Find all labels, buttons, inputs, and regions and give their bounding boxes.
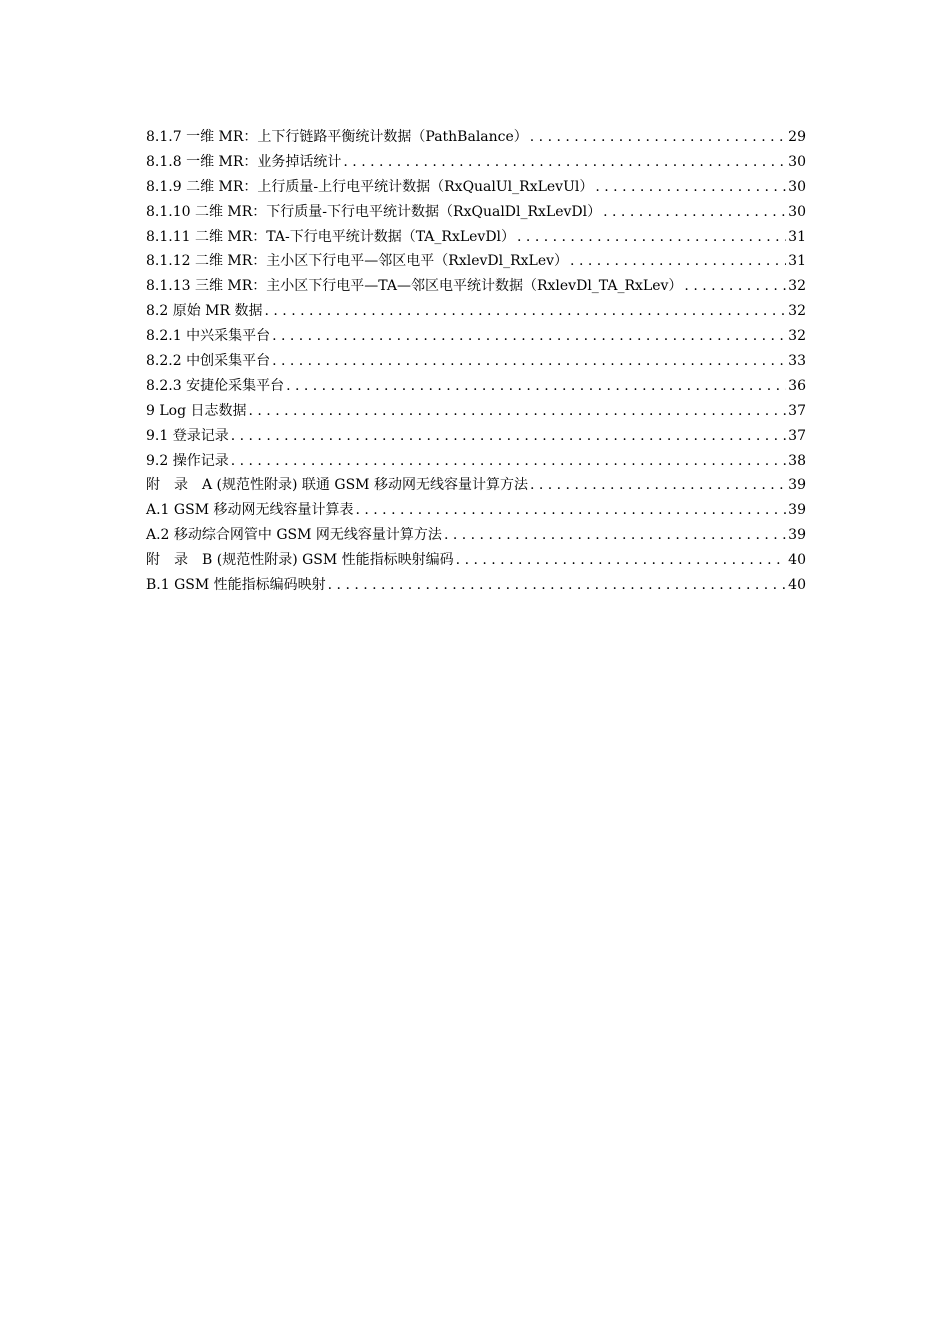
- toc-page-number: 39: [788, 502, 806, 519]
- toc-page-number: 32: [788, 303, 806, 320]
- toc-entry-title: 8.1.12 二维 MR：主小区下行电平—邻区电平（RxlevDl_RxLev）: [146, 253, 569, 270]
- toc-dot-leader: [249, 399, 787, 424]
- toc-page-number: 32: [788, 278, 806, 295]
- toc-dot-leader: [231, 424, 786, 449]
- toc-entry[interactable]: [146, 498, 806, 523]
- toc-entry-title: 8.1.9 二维 MR：上行质量-上行电平统计数据（RxQualUl_RxLevUl）: [146, 178, 594, 195]
- toc-page-number: 31: [788, 253, 806, 270]
- toc-dot-leader: [517, 225, 786, 250]
- toc-page-number: 36: [788, 377, 806, 394]
- toc-entry[interactable]: [146, 548, 806, 573]
- toc-dot-leader: [603, 200, 786, 225]
- toc-entry[interactable]: [146, 324, 806, 349]
- table-of-contents: [146, 125, 806, 598]
- toc-dot-leader: [530, 473, 786, 498]
- toc-entry-title: 8.1.11 二维 MR：TA-下行电平统计数据（TA_RxLevDl）: [146, 228, 516, 245]
- toc-entry-title: 8.1.7 一维 MR：上下行链路平衡统计数据（PathBalance）: [146, 129, 528, 145]
- toc-page-number: 32: [788, 328, 806, 345]
- toc-entry-title: 9.1 登录记录: [146, 427, 229, 444]
- toc-entry-title: 8.1.8 一维 MR：业务掉话统计: [146, 153, 342, 170]
- toc-page-number: 39: [788, 527, 806, 544]
- toc-entry-title: A.1 GSM 移动网无线容量计算表: [146, 502, 354, 519]
- toc-dot-leader: [595, 175, 786, 200]
- toc-dot-leader: [272, 324, 786, 349]
- toc-entry-title: 8.2 原始 MR 数据: [146, 303, 263, 320]
- toc-dot-leader: [570, 249, 786, 274]
- toc-entry[interactable]: [146, 299, 806, 324]
- toc-entry[interactable]: [146, 424, 806, 449]
- toc-page-number: 31: [788, 228, 806, 245]
- toc-entry[interactable]: [146, 399, 806, 424]
- toc-entry-title: 8.1.13 三维 MR：主小区下行电平—TA—邻区电平统计数据（RxlevDl_TA_RxLev）: [146, 278, 683, 295]
- toc-entry[interactable]: [146, 125, 806, 150]
- toc-dot-leader: [530, 125, 786, 150]
- toc-dot-leader: [265, 299, 787, 324]
- toc-dot-leader: [272, 349, 786, 374]
- toc-page-number: 30: [788, 178, 806, 195]
- toc-page-number: 39: [788, 477, 806, 494]
- toc-entry-title: 8.2.3 安捷伦采集平台: [146, 377, 285, 394]
- toc-entry-title: A.2 移动综合网管中 GSM 网无线容量计算方法: [146, 527, 442, 544]
- toc-page-number: 29: [788, 129, 806, 145]
- toc-entry[interactable]: [146, 349, 806, 374]
- toc-entry[interactable]: [146, 150, 806, 175]
- toc-entry-title: 附 录 B (规范性附录) GSM 性能指标映射编码: [146, 552, 454, 569]
- toc-dot-leader: [286, 374, 786, 399]
- toc-dot-leader: [328, 573, 787, 598]
- toc-entry[interactable]: [146, 523, 806, 548]
- toc-page-number: 38: [788, 452, 806, 469]
- toc-entry-title: 8.1.10 二维 MR：下行质量-下行电平统计数据（RxQualDl_RxLevDl）: [146, 203, 602, 220]
- toc-entry[interactable]: [146, 225, 806, 250]
- toc-entry[interactable]: [146, 473, 806, 498]
- toc-dot-leader: [343, 150, 786, 175]
- toc-page-number: 40: [788, 577, 806, 594]
- toc-entry-title: 9 Log 日志数据: [146, 402, 247, 419]
- toc-entry[interactable]: [146, 449, 806, 474]
- toc-dot-leader: [684, 274, 786, 299]
- toc-page-number: 37: [788, 402, 806, 419]
- toc-entry[interactable]: [146, 175, 806, 200]
- toc-entry[interactable]: [146, 274, 806, 299]
- toc-page-number: 30: [788, 203, 806, 220]
- toc-dot-leader: [444, 523, 786, 548]
- toc-entry-title: 8.2.2 中创采集平台: [146, 353, 271, 370]
- toc-entry[interactable]: [146, 573, 806, 598]
- toc-dot-leader: [355, 498, 786, 523]
- toc-entry-title: 8.2.1 中兴采集平台: [146, 328, 271, 345]
- toc-entry[interactable]: [146, 374, 806, 399]
- toc-entry[interactable]: [146, 200, 806, 225]
- toc-entry-title: 9.2 操作记录: [146, 452, 229, 469]
- toc-page-number: 30: [788, 153, 806, 170]
- toc-dot-leader: [456, 548, 787, 573]
- toc-dot-leader: [231, 449, 786, 474]
- toc-entry[interactable]: [146, 249, 806, 274]
- toc-entry-title: B.1 GSM 性能指标编码映射: [146, 577, 326, 594]
- toc-page-number: 33: [788, 353, 806, 370]
- toc-entry-title: 附 录 A (规范性附录) 联通 GSM 移动网无线容量计算方法: [146, 477, 528, 494]
- toc-page-number: 40: [788, 552, 806, 569]
- toc-page-number: 37: [788, 427, 806, 444]
